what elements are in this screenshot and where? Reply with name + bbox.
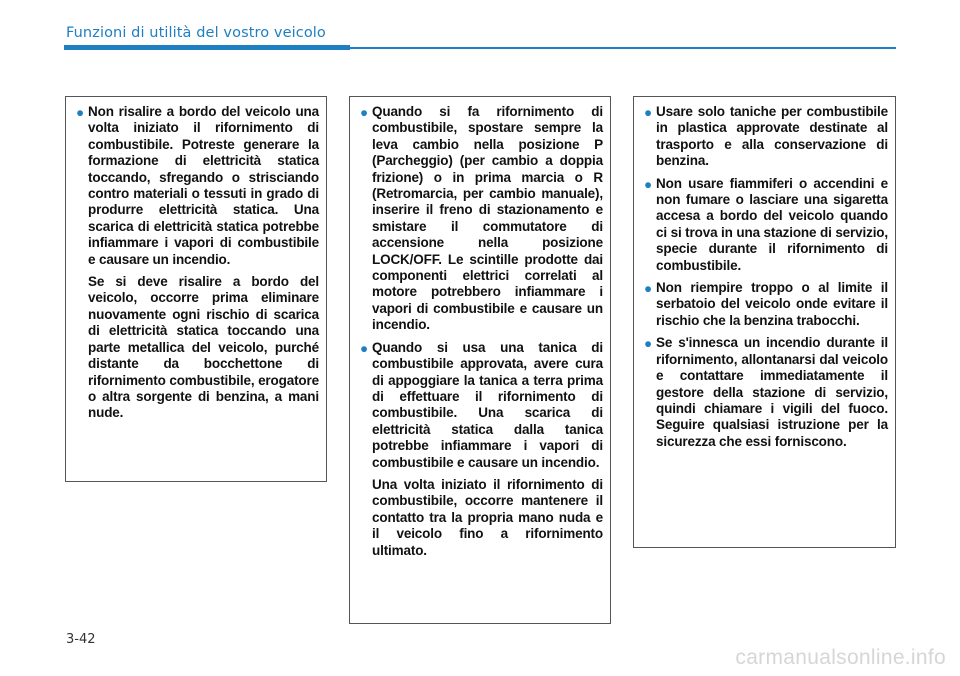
warning-item	[360, 340, 603, 471]
warning-item	[644, 104, 888, 170]
bullet-icon: ●	[644, 105, 653, 120]
warning-box-middle	[349, 96, 611, 624]
bullet-icon: ●	[360, 340, 369, 356]
warning-text: Quando si usa una tanica di combustibile approvata, avere cura di appoggiare la tanica a terra prima di effettuare il rifornimento di combustibile. Una scarica di elettricità statica dalla tanica potrebbe infiammare i vapori di combustibile e causare un incendio.	[372, 339, 603, 470]
warning-item	[360, 104, 603, 334]
warning-text: Usare solo taniche per combustibile in plastica approvate destinate al trasporto e alla conservazione di benzina.	[656, 104, 888, 169]
warning-extra-paragraph: Se si deve risalire a bordo del veicolo, occorre prima eliminare nuovamente ogni rischio di scarica di elettricità statica toccando una parte metallica del veicolo, purché distante da bocchettone di rifornimento combustibile, erogatore o altra sorgente di benzina, a mani nude.	[88, 274, 319, 421]
warning-text: Quando si fa rifornimento di combustibile, spostare sempre la leva cambio nella posizione P (Parcheggio) (per cambio a doppia frizione) o in prima marcia o R (Retromarcia, per cambio manuale), inserire il freno di stazionamento e smistare il commutatore di accensione nella posizione LOCK/OFF. Le scintille prodotte dai componenti elettrici correlati al motore potrebbero infiammare i vapori di combustibile e causare un incendio.	[372, 104, 603, 333]
warning-text: Non risalire a bordo del veicolo una volta iniziato il rifornimento di combustibile. Potreste generare la formazione di elettricità statica toccando, sfregando o strisciando contro materiali o tessuti in grado di produrre elettricità statica. Una scarica di elettricità statica potrebbe infiammare i vapori di combustibile e causare un incendio.	[88, 104, 319, 267]
bullet-icon: ●	[644, 336, 653, 352]
bullet-icon: ●	[76, 105, 85, 120]
warning-text: Se s'innesca un incendio durante il rifornimento, allontanarsi dal veicolo e contattare immediatamente il gestore della stazione di servizio, quindi chiamare i vigili del fuoco. Seguire qualsiasi istruzione per la sicurezza che essi forniscono.	[656, 335, 888, 449]
watermark: carmanualsonline.info	[735, 646, 946, 669]
warning-extra-paragraph: Una volta iniziato il rifornimento di combustibile, occorre mantenere il contatto tra la propria mano nuda e il veicolo fino a rifornimento ultimato.	[372, 476, 603, 558]
header-rule-thick	[64, 45, 350, 50]
warning-text: Non riempire troppo o al limite il serbatoio del veicolo onde evitare il rischio che la benzina trabocchi.	[656, 280, 888, 328]
page-section-title: Funzioni di utilità del vostro veicolo	[66, 25, 326, 41]
bullet-icon: ●	[644, 176, 653, 192]
header-rule-thin	[350, 47, 896, 49]
warning-box-left	[65, 96, 327, 482]
warning-item	[644, 176, 888, 274]
page-number: 3-42	[66, 632, 96, 647]
warning-item	[644, 280, 888, 329]
warning-item	[76, 104, 319, 268]
bullet-icon: ●	[360, 105, 369, 120]
warning-item	[644, 335, 888, 450]
bullet-icon: ●	[644, 281, 653, 297]
warning-box-right	[633, 96, 896, 548]
warning-text: Non usare fiammiferi o accendini e non fumare o lasciare una sigaretta accesa a bordo del veicolo quando ci si trova in una stazione di servizio, specie durante il rifornimento di combustibile.	[656, 175, 888, 273]
